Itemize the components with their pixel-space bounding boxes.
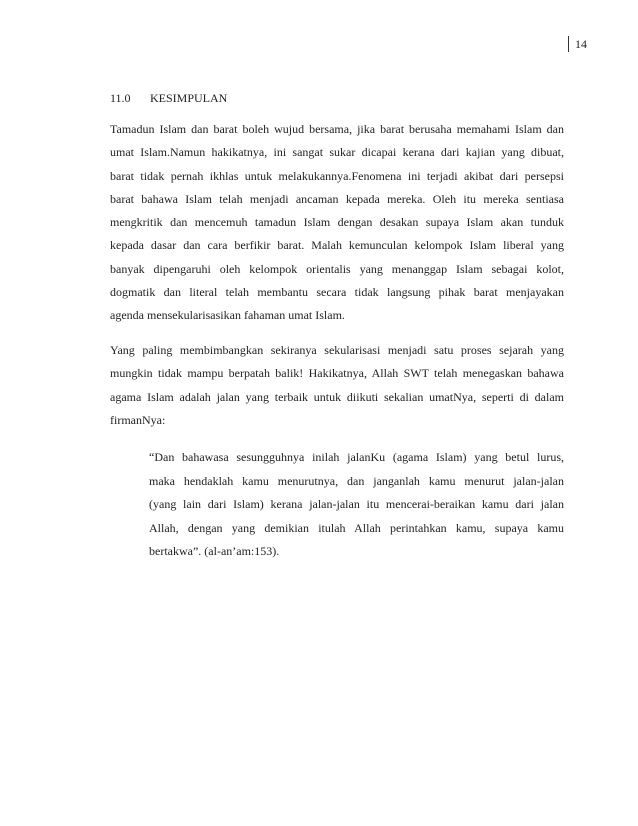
paragraph-conclusion xyxy=(110,118,564,328)
section-number: 11.0 xyxy=(110,91,131,105)
paragraph-line: Yang paling membimbangkan sekiranya sekularisasi menjadi satu proses sejarah yang xyxy=(110,343,564,357)
paragraph-secularization xyxy=(110,339,564,432)
section-heading xyxy=(110,90,227,106)
paragraph-line: barat tidak pernah ikhlas untuk melakukannya.Fenomena ini terjadi akibat dari persepsi xyxy=(110,168,564,183)
paragraph-line: agama Islam adalah jalan yang terbaik untuk diikuti sekalian umatNya, seperti di dalam xyxy=(110,389,564,404)
paragraph-line: Tamadun Islam dan barat boleh wujud bersama, jika barat berusaha memahami Islam dan xyxy=(110,122,564,136)
paragraph-line: mengkritik dan mencemuh tamadun Islam dengan desakan supaya Islam akan tunduk xyxy=(110,215,564,230)
paragraph-line: kepada dasar dan cara berfikir barat. Malah kemunculan kelompok Islam liberal yang xyxy=(110,238,564,253)
quote-line: Allah, dengan yang demikian itulah Allah perintahkan kamu, supaya kamu xyxy=(149,520,564,535)
paragraph-line: umat Islam.Namun hakikatnya, ini sangat sukar dicapai kerana dari kajian yang dibuat, xyxy=(110,145,564,160)
paragraph-line: agenda mensekularisasikan fahaman umat Islam. xyxy=(110,308,345,323)
paragraph-line: banyak dipengaruhi oleh kelompok orientalis yang menanggap Islam sebagai kolot, xyxy=(110,261,564,276)
paragraph-line: mungkin tidak mampu berpatah balik! Hakikatnya, Allah SWT telah menegaskan bahawa xyxy=(110,366,564,381)
paragraph-line: barat bahawa Islam telah menjadi ancaman kepada mereka. Oleh itu mereka sentiasa xyxy=(110,191,564,206)
quran-quote xyxy=(149,446,564,564)
quote-line: “Dan bahawasa sesungguhnya inilah jalanKu (agama Islam) yang betul lurus, xyxy=(149,450,564,464)
quote-line: bertakwa”. (al-an’am:153). xyxy=(149,544,280,558)
quote-line: (yang lain dari Islam) kerana jalan-jalan itu mencerai-beraikan kamu dari jalan xyxy=(149,497,564,511)
paragraph-line: firmanNya: xyxy=(110,412,166,427)
paragraph-line: dogmatik dan literal telah membantu secara tidak langsung pihak barat menjayakan xyxy=(110,285,564,300)
section-title: KESIMPULAN xyxy=(150,91,228,105)
page-number: 14 xyxy=(568,36,587,52)
quote-line: maka hendaklah kamu menurutnya, dan janganlah kamu menurut jalan-jalan xyxy=(149,473,564,488)
